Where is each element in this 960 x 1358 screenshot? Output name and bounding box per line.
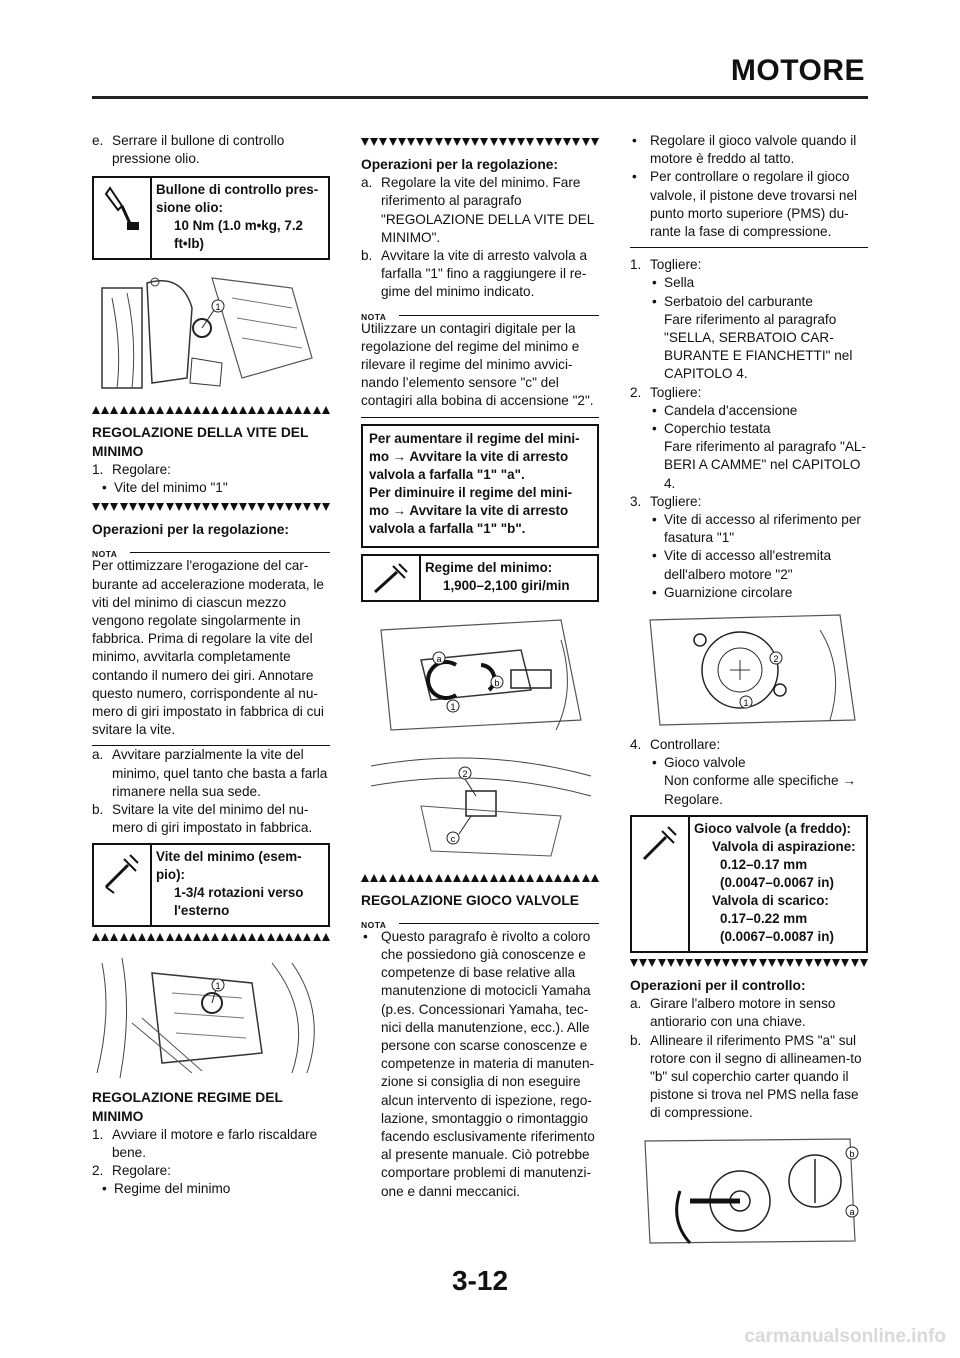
figure-oil-bolt <box>92 268 330 398</box>
figure-callout-1: 1 <box>743 698 749 709</box>
header-rule <box>92 96 868 99</box>
step-2: 2. Togliere: <box>630 384 702 400</box>
ops-heading: Operazioni per la regolazione: <box>361 157 559 172</box>
wrench-icon <box>363 556 421 600</box>
arrow-divider <box>361 138 599 150</box>
figure-throttle-stop <box>361 610 599 738</box>
bullet-item: • Coperchio testata <box>652 421 771 437</box>
arrow-divider <box>92 503 330 515</box>
page-number: 3-12 <box>451 1265 509 1296</box>
figure-callout-2: 2 <box>773 654 779 665</box>
step-1: 1. Togliere: <box>630 257 702 273</box>
spec-idle-rpm: Regime del minimo: 1,900–2,100 giri/min <box>361 554 599 602</box>
bullet-item: • Candela d'accensione <box>652 402 798 418</box>
arrow-divider <box>630 959 868 971</box>
bullet-item: • Gioco valvole <box>652 755 746 771</box>
spec-idle-screw: Vite del minimo (esem-pio): 1-3/4 rotazioni verso l'esterno <box>92 843 330 927</box>
section-heading: REGOLAZIONE GIOCO VALVOLE <box>361 892 579 908</box>
figure-callout-a: a <box>849 1206 855 1217</box>
step-4: 4. Controllare: <box>630 737 721 753</box>
reference-text: Non conforme alle specifiche → Regolare. <box>664 773 856 807</box>
section-heading: REGOLAZIONE REGIME DEL MINIMO <box>92 1090 283 1124</box>
step-a: a. Avvitare parzialmente la vite del minimo, quel tanto che basta a farla rimanere nella sua sede. <box>92 747 328 799</box>
bullet-item: • Serbatoio del carburante <box>652 293 813 309</box>
bullet-item: • Questo paragrafo è rivolto a coloro che possiedono già conoscenze e competenze di base relative alla manutenzione di motocicli Yamaha (p.es. Concessionari Yamaha, tec-nici della manutenzione, ecc.). Alle persone con scarse conoscenze e competenze in materia di manuten-zione si consiglia di non eseguire alcun intervento di ispezione, rego-lazione, smontaggio o rimontaggio facendo esclusivamente riferimento al presente manuale. Ciò potrebbe comportare problemi di manutenzi-one e danni meccanici. <box>363 928 595 1199</box>
step-e: e. Serrare il bullone di controllo pressione olio. <box>92 133 285 167</box>
figure-callout: 1 <box>215 302 221 313</box>
bullet-item: • Vite del minimo "1" <box>102 480 228 496</box>
step-1: 1. Regolare: <box>92 461 171 477</box>
figure-tdc-mark <box>630 1131 868 1249</box>
bullet-item: • Vite di accesso all'estremita dell'albero motore "2" <box>652 548 832 582</box>
ops-heading: Operazioni per il controllo: <box>630 977 806 993</box>
reference-text: Fare riferimento al paragrafo "SELLA, SERBATOIO CAR-BURANTE E FIANCHETTI" nel CAPITOLO 4. <box>664 311 853 382</box>
figure-idle-screw <box>92 953 330 1081</box>
spec-oil-bolt: Bullone di controllo pres-sione olio: 10 Nm (1.0 m•kg, 7.2 ft•lb) <box>92 176 330 260</box>
figure-crankcase-cover <box>630 610 868 728</box>
ops-heading: Operazioni per la regolazione: <box>92 522 290 538</box>
step-1: 1. Avviare il motore e farlo riscaldare bene. <box>92 1126 318 1161</box>
column-3 <box>630 132 868 1257</box>
wrench-icon <box>94 845 152 925</box>
bullet-item: • Sella <box>652 275 695 291</box>
reference-text: Fare riferimento al paragrafo "AL-BERI A CAMME" nel CAPITOLO 4. <box>664 439 867 491</box>
figure-callout-a: a <box>436 653 442 664</box>
arrow-divider <box>92 406 330 418</box>
wrench-icon <box>632 817 690 951</box>
nota-label: NOTA <box>92 545 330 557</box>
figure-callout-2: 2 <box>462 768 468 779</box>
figure-callout-c: c <box>450 833 456 844</box>
column-2 <box>361 132 599 1201</box>
adjustment-box: Per aumentare il regime del mini-mo → Avvitare la vite di arresto valvola a farfalla "1" "a". Per diminuire il regime del mini-mo → Avvitare la vite di arresto valvola a farfalla "1" "b". <box>361 424 599 548</box>
column-1 <box>92 132 330 1199</box>
step-a: a. Regolare la vite del minimo. Fare riferimento al paragrafo "REGOLAZIONE DELLA VITE DEL MINIMO". <box>361 175 594 245</box>
section-heading: REGOLAZIONE DELLA VITE DEL MINIMO <box>92 425 309 459</box>
step-b: b. Avvitare la vite di arresto valvola a farfalla "1" fino a raggiungere il re-gime del minimo indicato. <box>361 248 588 300</box>
arrow-divider <box>92 933 330 945</box>
step-2: 2. Regolare: <box>92 1163 171 1179</box>
nota-text: Utilizzare un contagiri digitale per la regolazione del regime del minimo e rilevare il regime del minimo avvici-nando l’elemento sensore "c" del contagiri alla bobina di accensione "2". <box>361 320 599 418</box>
nota-label: NOTA <box>361 308 599 320</box>
figure-ignition-coil <box>361 746 599 866</box>
step-a: a. Girare l'albero motore in senso antiorario con una chiave. <box>630 996 836 1030</box>
bullet-item: • Per controllare o regolare il gioco valvole, il pistone deve trovarsi nel punto morto superiore (PMS) du-rante la fase di compressione. <box>630 168 868 248</box>
step-b: b. Svitare la vite del minimo del nu-mero di giri impostato in fabbrica. <box>92 802 313 836</box>
figure-callout: 1 <box>215 981 221 992</box>
figure-callout-1: 1 <box>450 701 456 712</box>
bullet-item: • Regime del minimo <box>102 1181 231 1197</box>
figure-callout-b: b <box>849 1148 855 1159</box>
page-title: MOTORE <box>730 54 865 87</box>
spec-valve-clearance: Gioco valvole (a freddo): Valvola di aspirazione: 0.12–0.17 mm (0.0047–0.0067 in) Valvola di scarico: 0.17–0.22 mm (0.0067–0.0087 in) <box>630 815 868 953</box>
figure-callout-b: b <box>494 677 500 688</box>
watermark: carmanualsonline.info <box>744 1326 946 1347</box>
step-3: 3. Togliere: <box>630 493 702 509</box>
nota-label: NOTA <box>361 916 599 928</box>
arrow-divider <box>361 874 599 886</box>
bullet-item: • Guarnizione circolare <box>652 584 793 600</box>
bolt-torque-icon <box>94 178 152 258</box>
step-b: b. Allineare il riferimento PMS "a" sul rotore con il segno di allineamen-to "b" sul coperchio carter quando il pistone si trova nel PMS nella fase di compressione. <box>630 1032 862 1121</box>
bullet-item: • Regolare il gioco valvole quando il motore è freddo al tatto. <box>632 133 857 167</box>
bullet-item: • Vite di accesso al riferimento per fasatura "1" <box>652 512 861 546</box>
nota-text: Per ottimizzare l'erogazione del car-burante ad accelerazione moderata, le viti del minimo di ciascun mezzo vengono regolate singolarmente in fabbrica. Prima di regolare la vite del minimo, avvitarla completamente contando il numero dei giri. Annotare questo numero, corrispondente al nu-mero di giri impostato in fabbrica di cui svitare la vite. <box>92 557 330 746</box>
